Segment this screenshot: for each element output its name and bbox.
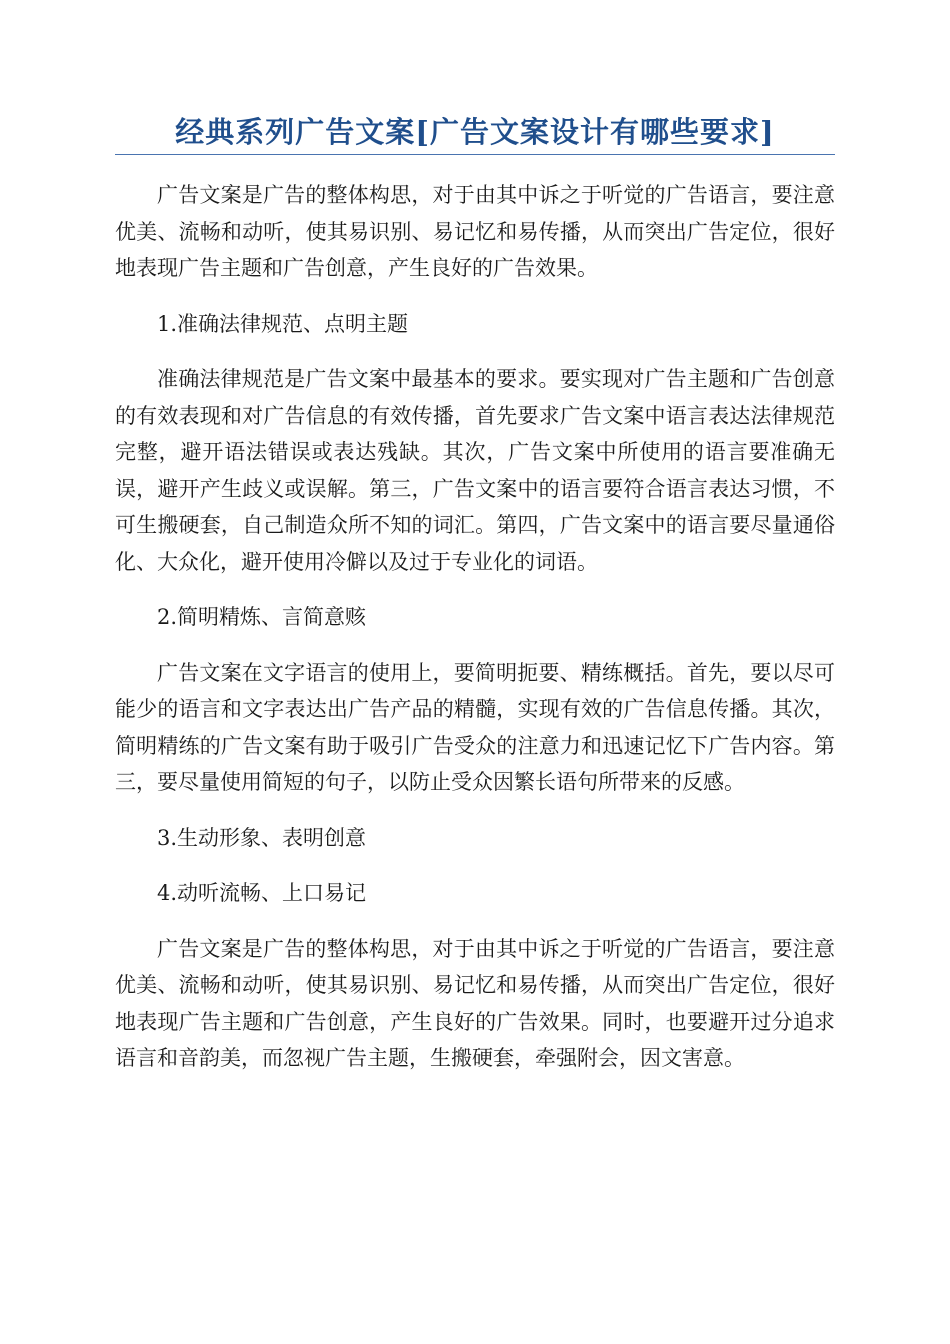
section-2-paragraph: 广告文案在文字语言的使用上，要简明扼要、精练概括。首先，要以尽可能少的语言和文字表达出广告产品的精髓，实现有效的广告信息传播。其次，简明精练的广告文案有助于吸引广告受众的注意力和迅速记忆下广告内容。第三，要尽量使用简短的句子，以防止受众因繁长语句所带来的反感。: [115, 660, 835, 794]
section-1-paragraph: 准确法律规范是广告文案中最基本的要求。要实现对广告主题和广告创意的有效表现和对广告信息的有效传播，首先要求广告文案中语言表达法律规范完整，避开语法错误或表达残缺。其次，广告文案中所使用的语言要准确无误，避开产生歧义或误解。第三，广告文案中的语言要符合语言表达习惯，不可生搬硬套，自己制造众所不知的词汇。第四，广告文案中的语言要尽量通俗化、大众化，避开使用冷僻以及过于专业化的词语。: [115, 367, 835, 574]
section-heading-3: 3.生动形象、表明创意: [157, 825, 367, 850]
document-title: 经典系列广告文案[广告文案设计有哪些要求]: [115, 112, 835, 155]
section-4-paragraph: 广告文案是广告的整体构思，对于由其中诉之于听觉的广告语言，要注意优美、流畅和动听，使其易识别、易记忆和易传播，从而突出广告定位，很好地表现广告主题和广告创意，产生良好的广告效果。同时，也要避开过分追求语言和音韵美，而忽视广告主题，生搬硬套，牵强附会，因文害意。: [115, 936, 835, 1070]
section-heading-2: 2.简明精炼、言简意赅: [157, 605, 367, 629]
document-page: [115, 112, 835, 1096]
intro-paragraph: 广告文案是广告的整体构思，对于由其中诉之于听觉的广告语言，要注意优美、流畅和动听，使其易识别、易记忆和易传播，从而突出广告定位，很好地表现广告主题和广告创意，产生良好的广告效果。: [115, 183, 835, 280]
section-heading-1: 1.准确法律规范、点明主题: [157, 311, 409, 336]
section-heading-4: 4.动听流畅、上口易记: [157, 881, 367, 905]
